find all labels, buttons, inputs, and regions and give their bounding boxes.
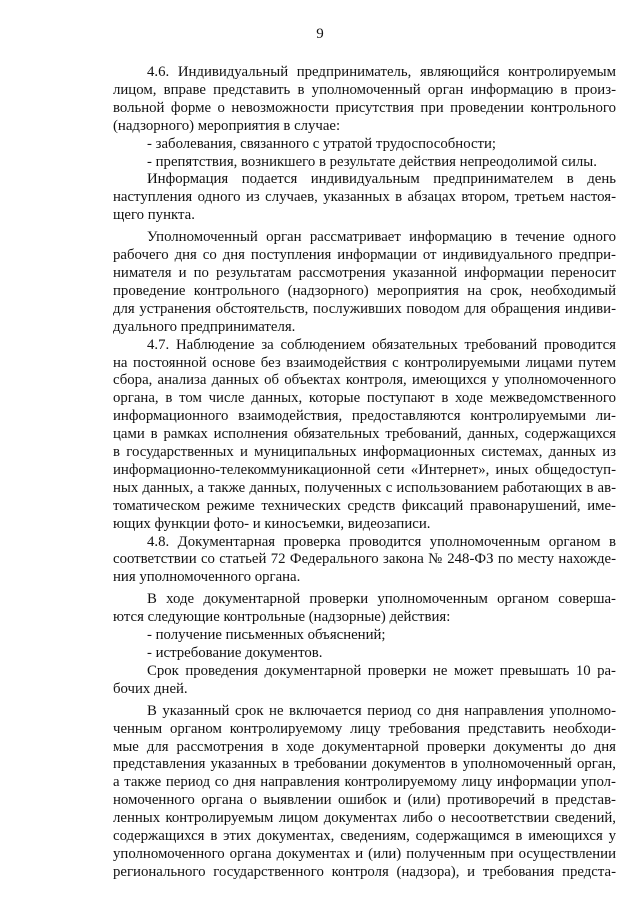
text-line: ленных контролируемым лицом документах либо о несоответствии сведений, <box>113 810 616 827</box>
text-line: - истребование документов. <box>147 645 323 661</box>
text-line: проведение контрольного (надзорного) мероприятия на срок, необходимый <box>113 282 616 299</box>
text-line: регионального государственного контроля (надзора), и требования предста- <box>113 863 616 880</box>
text-line: для устранения обстоятельств, послуживших поводом для обращения индиви- <box>113 300 616 317</box>
text-line: В ходе документарной проверки уполномоченным органом соверша- <box>147 591 616 608</box>
text-line: Уполномоченный орган рассматривает информацию в течение одного <box>147 229 616 246</box>
text-line: уполномоченного органа документах и (или) полученным при осуществлении <box>113 845 616 862</box>
text-line: В указанный срок не включается период со дня направления уполномо- <box>147 702 616 719</box>
text-line: представления указанных в требовании документов в уполномоченный орган, <box>113 756 616 773</box>
text-line: бочих дней. <box>113 680 188 697</box>
text-line: нимателя и по результатам рассмотрения указанной информации переносит <box>113 264 616 281</box>
text-line: 4.6. Индивидуальный предприниматель, являющийся контролируемым <box>147 64 616 80</box>
text-line: 4.7. Наблюдение за соблюдением обязательных требований проводится <box>147 336 616 353</box>
text-line: Информация подается индивидуальным предпринимателем в день <box>147 171 616 188</box>
text-line: информационно-телекоммуникационной сети «Интернет», иных общедоступ- <box>113 461 616 478</box>
text-line: наступления одного из случаев, указанных в абзацах втором, третьем настоя- <box>113 189 616 206</box>
text-line: в государственных и муниципальных информационных системах, данных из <box>113 444 616 461</box>
text-line: лицом, вправе представить в уполномоченный орган информацию в произ- <box>113 81 616 98</box>
text-line: ных данных, а также данных, полученных с использованием работающих в ав- <box>113 479 616 496</box>
text-line: органа, в том числе данных, которые поступают в ходе межведомственного <box>113 390 616 407</box>
text-line: дуального предпринимателя. <box>113 318 296 335</box>
text-line: содержащихся в этих документах, сведениям, содержащимся в имеющихся у <box>113 828 616 845</box>
text-line: ются следующие контрольные (надзорные) действия: <box>113 609 451 626</box>
text-line: информационного взаимодействия, предоставляются контролируемыми ли- <box>113 408 616 425</box>
text-line: рабочего дня со дня поступления информации от индивидуального предпри- <box>113 247 616 264</box>
text-line: номоченного органа о выявлении ошибок и (или) противоречий в представ- <box>113 792 616 809</box>
text-line: а также период со дня направления контролируемому лицу информации упол- <box>113 774 616 791</box>
page-number: 9 <box>316 26 324 42</box>
text-line: - заболевания, связанного с утратой трудоспособности; <box>147 135 497 152</box>
text-line: сбора, анализа данных об объектах контроля, имеющихся у уполномоченного <box>113 372 616 389</box>
text-line: - получение письменных объяснений; <box>147 627 386 644</box>
text-line: томатическом режиме технических средств фиксаций правонарушений, име- <box>113 497 616 514</box>
text-line: ния уполномоченного органа. <box>113 569 301 586</box>
text-line: щего пункта. <box>113 207 195 224</box>
text-line: Срок проведения документарной проверки не может превышать 10 ра- <box>147 662 616 679</box>
text-line: цами в рамках исполнения обязательных требований, данных, содержащихся <box>113 426 616 443</box>
text-line: (надзорного) мероприятия в случае: <box>113 117 341 134</box>
text-line: вольной форме о невозможности присутствия при проведении контрольного <box>113 99 616 116</box>
text-line: соответствии со статьей 72 Федерального закона № 248-ФЗ по месту нахожде- <box>113 551 616 568</box>
text-line: на постоянной основе без взаимодействия с контролируемыми лицами путем <box>113 354 616 371</box>
document-body <box>113 64 616 882</box>
text-line: ченным органом контролируемому лицу требования представить необходи- <box>113 720 616 737</box>
text-line: мые для рассмотрения в ходе документарной проверки документы до дня <box>113 738 616 755</box>
text-line: - препятствия, возникшего в результате действия непреодолимой силы. <box>147 153 597 170</box>
text-line: ющих функции фото- и киносъемки, видеозаписи. <box>113 515 431 532</box>
text-line: 4.8. Документарная проверка проводится уполномоченным органом в <box>147 533 616 550</box>
